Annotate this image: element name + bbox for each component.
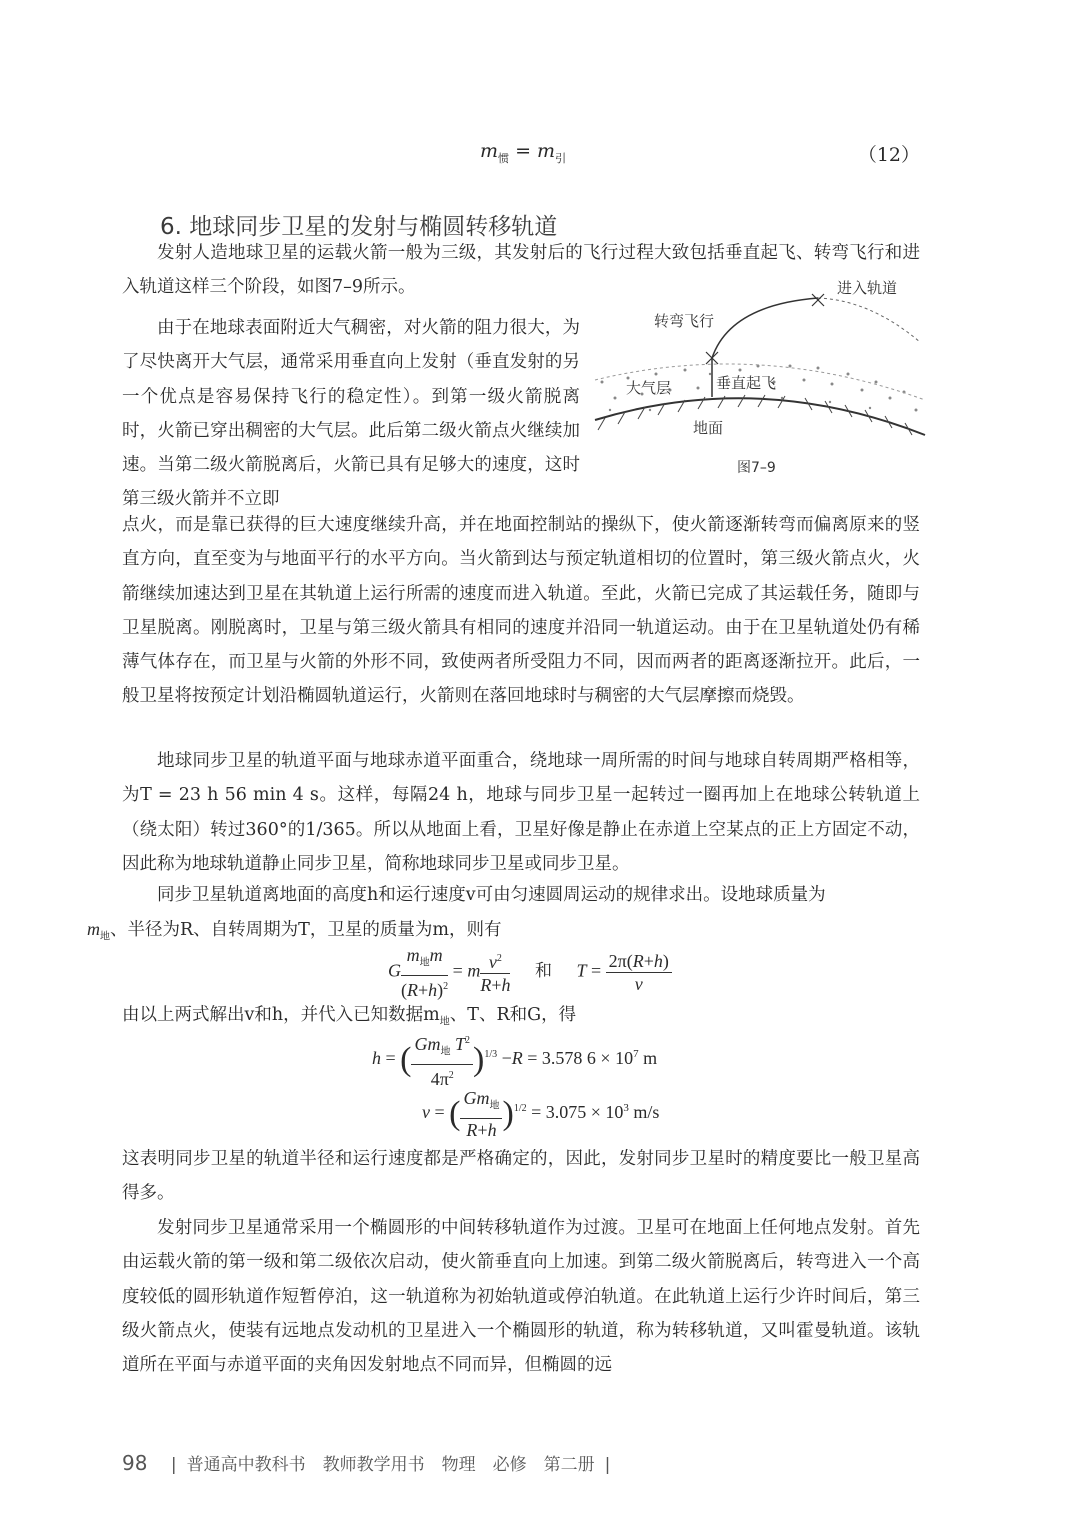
label-turn: 转弯飞行	[654, 312, 715, 330]
label-ground: 地面	[693, 419, 724, 437]
equation-number: （12）	[857, 144, 920, 166]
label-orbit: 进入轨道	[837, 279, 898, 297]
page-number: 98	[122, 1451, 148, 1475]
equation-velocity: v = ( $\frac{Gm_地}{R+h}$ )$^{1/2} = 3.075 \times 10^3$ m/s	[422, 1088, 660, 1140]
figure-caption: 图7–9	[737, 460, 776, 476]
equation-gravity: G $\frac{m_地m}{(R+h)^2}$ = m $\frac{v^2}{R+h}$ 和 T = $\frac{2\pi(R+h)}{v}$	[388, 944, 672, 1001]
paragraph-height-speed: 同步卫星轨道离地面的高度h和运行速度v可由匀速圆周运动的规律求出。设地球质量为 $m_地$、半径为R、自转周期为T，卫星的质量为m，则有	[87, 885, 826, 943]
page-footer: 98 | 普通高中教科书 教师教学用书 物理 必修 第二册 |	[122, 1451, 611, 1475]
paragraph-solve: 由以上两式解出v和h，并代入已知数据$m_地$、T、R和G，得	[122, 1005, 577, 1028]
paragraph-transfer-orbit: 发射同步卫星通常采用一个椭圆形的中间转移轨道作为过渡。卫星可在地面上任何地点发射。首先由运载火箭的第一级和第二级依次启动，使火箭垂直向上加速。到第二级火箭脱离后，转弯进入一个高度较低的圆形轨道作短暂停泊，这一轨道称为初始轨道或停泊轨道。在此轨道上运行少许时间后，第三级火箭点火，使装有远地点发动机的卫星进入一个椭圆形的轨道，称为转移轨道，又叫霍曼轨道。该轨道所在平面与赤道平面的夹角因发射地点不同而异，但椭圆的远	[122, 1218, 920, 1376]
paragraph-intro: 发射人造地球卫星的运载火箭一般为三级，其发射后的飞行过程大致包括垂直起飞、转弯飞行和进入轨道这样三个阶段，如图7–9所示。	[122, 243, 920, 298]
paragraph-sync-orbit: 地球同步卫星的轨道平面与地球赤道平面重合，绕地球一周所需的时间与地球自转周期严格相等，为T = 23 h 56 min 4 s。这样，每隔24 h，地球与同步卫星一起转过一圈再加上在地球公转轨道上（绕太阳）转过360°的1/365。所以从地面上看，卫星好像是静止在赤道上空某点的正上方固定不动，因此称为地球轨道静止同步卫星，简称地球同步卫星或同步卫星。	[122, 751, 920, 874]
label-vertical: 垂直起飞	[716, 374, 777, 392]
label-atmosphere: 大气层	[626, 379, 672, 397]
book-title: 普通高中教科书 教师教学用书 物理 必修 第二册	[186, 1455, 595, 1475]
paragraph-turning: 点火，而是靠已获得的巨大速度继续升高，并在地面控制站的操纵下，使火箭逐渐转弯而偏离原来的竖直方向，直至变为与地面平行的水平方向。当火箭到达与预定轨道相切的位置时，第三级火箭点火，火箭继续加速达到卫星在其轨道上运行所需的速度而进入轨道。至此，火箭已完成了其运载任务，随即与卫星脱离。刚脱离时，卫星与第三级火箭具有相同的速度并沿同一轨道运动。由于在卫星轨道处仍有稀薄气体存在，而卫星与火箭的外形不同，致使两者所受阻力不同，因而两者的距离逐渐拉开。此后，一般卫星将按预定计划沿椭圆轨道运行，火箭则在落回地球时与稠密的大气层摩擦而烧毁。	[122, 515, 920, 707]
section-title: 6. 地球同步卫星的发射与椭圆转移轨道	[160, 214, 558, 240]
paragraph-precision: 这表明同步卫星的轨道半径和运行速度都是严格确定的，因此，发射同步卫星时的精度要比一般卫星高得多。	[122, 1149, 920, 1204]
equation-height: h = ( $\frac{Gm_地 T^2}{4\pi^2}$ )$^{1/3}$ −R = 3.578 $6 \times 10^7$ m	[372, 1030, 657, 1090]
paragraph-vertical-launch: 由于在地球表面附近大气稠密，对火箭的阻力很大，为了尽快离开大气层，通常采用垂直向上发射（垂直发射的另一个优点是容易保持飞行的稳定性）。到第一级火箭脱离时，火箭已穿出稠密的大气层。此后第二级火箭点火继续加速。当第二级火箭脱离后，火箭已具有足够大的速度，这时第三级火箭并不立即	[122, 318, 580, 510]
figure-7-9	[590, 270, 930, 485]
top-equation: $m_惯 = m_引$	[480, 140, 567, 165]
